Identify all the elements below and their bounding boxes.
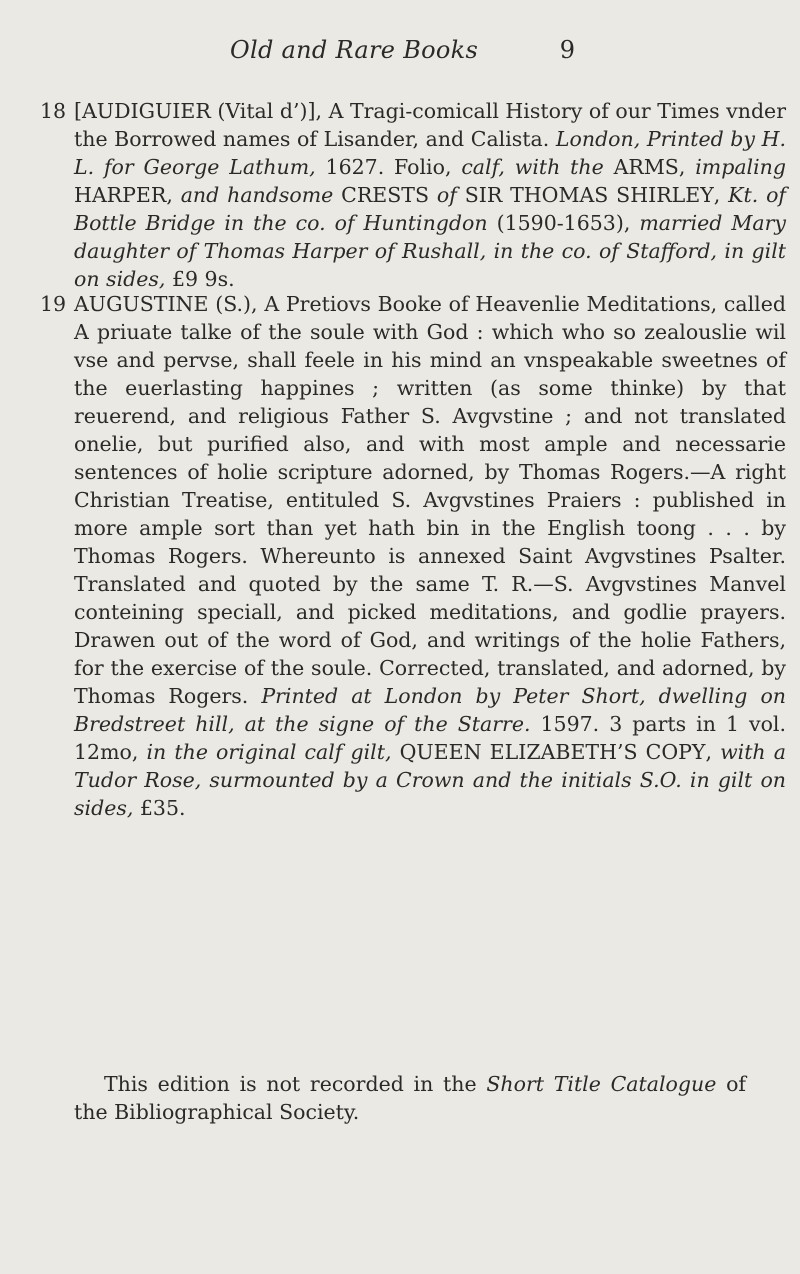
italic-text: of — [429, 183, 465, 207]
italic-text: in the original calf gilt, — [146, 740, 400, 764]
roman-text: [AUDIGUIER (Vital d’)], A Tragi-comicall History of our Times vnder the Borrowed names of Lisander, and Calista. — [74, 99, 786, 151]
roman-text: This edition is not recorded in the — [104, 1072, 487, 1096]
roman-text: , — [166, 183, 181, 207]
italic-text: Short Title Catalogue — [486, 1072, 717, 1096]
running-title: Old and Rare Books — [230, 36, 479, 64]
small-caps-text: CRESTS — [341, 183, 430, 207]
italic-text: calf, with the — [461, 155, 614, 179]
catalogue-entry-19 — [40, 290, 790, 1050]
page-number: 9 — [559, 36, 575, 64]
italic-text: and handsome — [180, 183, 342, 207]
roman-text: AUGUSTINE (S.), A Pretiovs Booke of Heavenlie Meditations, called A priuate talke of the soule with God : which who so zealouslie wil vse and pervse, shall feele in his mind an vnspeakable sweetnes of the euerlasting happines ; written (as some thinke) by that reuerend, and religious Father S. Avgvstine ; and not translated onelie, but purified also, and with most ample and necessarie sentences of holie scripture adorned, by Thomas Rogers.—A right Christian Treatise, entituled S. Avgvstines Praiers : published in more ample sort than yet hath bin in the English toong . . . by Thomas Rogers. Whereunto is annexed Saint Avgvstines Psalter. Translated and quoted by the same T. R.—S. Avgvstines Manvel conteining speciall, and picked meditations, and godlie prayers. Drawen out of the word of God, and writings of the holie Fathers, for the exercise of the soule. Corrected, translated, and adorned, by Thomas Rogers. — [74, 292, 786, 708]
small-caps-text: ARMS — [613, 155, 679, 179]
small-caps-text: SIR THOMAS SHIRLEY — [464, 183, 714, 207]
italic-text: married Mary daughter of Thomas Harper of Rushall, in the co. of Stafford, in gilt on sides, — [74, 211, 786, 291]
page-header — [230, 36, 575, 76]
small-caps-text: HARPER — [74, 183, 167, 207]
roman-text: of the Bibliographical Society. — [74, 1072, 747, 1124]
roman-text: 1627. Folio, — [315, 155, 462, 179]
roman-text: £9 9s. — [165, 267, 235, 291]
italic-text: impaling — [695, 155, 786, 179]
entry-number: 18 — [40, 99, 67, 123]
entry-note — [74, 1070, 746, 1126]
italic-text: London, Printed by H. L. for George Lathum, — [74, 127, 787, 179]
roman-text: , — [678, 155, 696, 179]
roman-text: 1597. 3 parts in 1 vol. 12mo, — [74, 712, 786, 764]
italic-text: Printed at London by Peter Short, dwelling on Bredstreet hill, at the signe of the Starre. — [74, 684, 786, 736]
roman-text: £35. — [133, 796, 186, 820]
italic-text: Kt. of Bottle Bridge in the co. of Huntingdon — [74, 183, 787, 235]
entry-description — [74, 97, 786, 293]
roman-text: , — [713, 183, 729, 207]
italic-text: with a Tudor Rose, surmounted by a Crown and the initials S.O. in gilt on sides, — [74, 740, 786, 820]
entry-description — [74, 290, 786, 822]
entry-number: 19 — [40, 292, 67, 316]
roman-text: (1590-1653), — [487, 211, 640, 235]
roman-text: , — [705, 740, 721, 764]
small-caps-text: QUEEN ELIZABETH’S COPY — [399, 740, 706, 764]
catalogue-entry-18 — [40, 97, 790, 291]
